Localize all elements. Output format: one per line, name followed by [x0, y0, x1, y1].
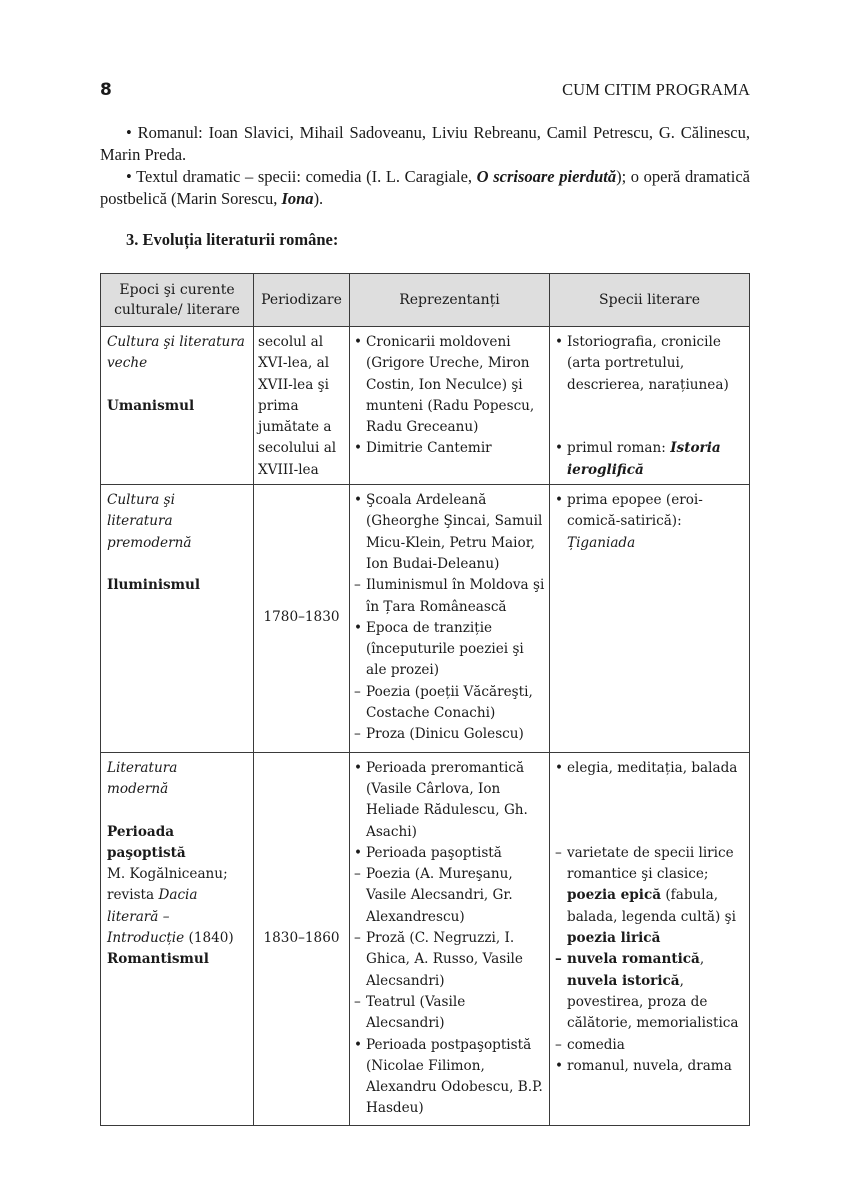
list-item — [354, 618, 547, 682]
epoch-cell — [101, 752, 254, 1125]
list-item-text: Istoriografia, cronicile (arta portretului, descrierea, narațiunea) — [567, 334, 729, 393]
dash-marker: – — [354, 930, 361, 947]
period-cell: secolul al XVI-lea, al XVII-lea şi prima jumătate a secolului al XVIII-lea — [254, 327, 350, 485]
bullet-marker: • — [555, 440, 564, 457]
journal-title: Dacia literară – Introducție — [107, 887, 198, 947]
list-item-text: Cronicarii moldoveni (Grigore Ureche, Miron Costin, Ion Neculce) şi munteni (Radu Popescu, Radu Greceanu) — [366, 334, 535, 436]
emphasis-text: poezia lirică — [567, 930, 661, 947]
list-item-text: Perioada postpaşoptistă (Nicolae Filimon, Alexandru Odobescu, B.P. Hasdeu) — [366, 1036, 543, 1117]
list-item — [354, 724, 547, 745]
list-item — [354, 758, 547, 843]
list-item — [555, 758, 745, 779]
species-cell — [550, 485, 750, 753]
bullet-marker: • — [354, 492, 363, 509]
column-header: Specii literare — [550, 274, 750, 327]
species-cell — [550, 327, 750, 485]
bullet-marker: • — [354, 334, 363, 350]
epoch-name: Cultura şi literatura veche — [107, 334, 245, 372]
paragraph-text: ). — [313, 189, 324, 208]
bullet-marker: • — [354, 844, 363, 861]
list-item — [555, 490, 745, 554]
bullet-marker: • — [354, 759, 363, 776]
bullet-marker: • — [354, 440, 363, 457]
dash-marker: – — [555, 951, 562, 968]
epoch-cell — [101, 327, 254, 485]
list-item — [555, 1056, 745, 1077]
list-item-text: , — [699, 951, 705, 968]
list-item-text: Iluminismul în Moldova şi în Țara Românească — [366, 577, 545, 615]
epoch-name: Cultura şi literatura premodernă — [107, 492, 192, 551]
representatives-cell — [350, 327, 550, 485]
list-item-text: romanul, nuvela, drama — [567, 1057, 732, 1074]
list-item — [354, 992, 547, 1035]
list-item-text: Şcoala Ardeleană (Gheorghe Şincai, Samuil Micu-Klein, Petru Maior, Ion Budai-Deleanu) — [366, 492, 543, 572]
list-item-text: elegia, meditația, balada — [567, 759, 738, 776]
list-item-text: Dimitrie Cantemir — [366, 440, 492, 457]
table-row — [101, 327, 750, 485]
epoch-name: Literatura modernă — [107, 759, 178, 797]
list-item-text: prima epopee (eroi-comică-satirică): — [567, 492, 703, 530]
list-item — [555, 332, 745, 396]
list-item-text: Proza (Dinicu Golescu) — [366, 726, 524, 743]
dash-marker: – — [354, 683, 361, 700]
list-item-text: Teatrul (Vasile Alecsandri) — [366, 993, 466, 1032]
bullet-marker: • — [354, 1036, 363, 1053]
work-title: Istoria ieroglifică — [567, 440, 721, 478]
species-cell — [550, 752, 750, 1125]
literary-current: Umanismul — [107, 397, 195, 414]
list-item — [555, 1035, 745, 1056]
work-title: Iona — [281, 189, 314, 208]
list-item — [354, 1035, 547, 1120]
emphasis-text: nuvela istorică — [567, 972, 680, 989]
bullet-marker: • — [354, 619, 363, 636]
list-item — [354, 332, 547, 438]
period-cell: 1830–1860 — [254, 752, 350, 1125]
paragraph-text: • Textul dramatic – specii: comedia (I. L. Caragiale, — [126, 167, 477, 186]
paragraph-drama — [100, 166, 750, 210]
list-item — [354, 682, 547, 725]
list-item-text: , povestirea, proza de călătorie, memorialistica — [567, 972, 739, 1032]
dash-marker: – — [354, 866, 361, 883]
note-text: (1840) — [184, 930, 234, 947]
list-item — [555, 949, 745, 1034]
work-title: O scrisoare pierdută — [476, 167, 617, 186]
list-item — [555, 843, 745, 949]
list-item-text: Epoca de tranziție (începuturile poeziei şi ale prozei) — [366, 619, 524, 679]
paragraph-text: ); o operă dramatică postbelică (Marin Sorescu, — [100, 167, 750, 208]
dash-marker: – — [555, 1036, 562, 1053]
epoch-note — [107, 864, 249, 949]
column-header: Reprezentanți — [350, 274, 550, 327]
paragraph-text: • Romanul: Ioan Slavici, Mihail Sadoveanu, Liviu Rebreanu, Camil Petrescu, G. Călinescu, Marin Preda. — [100, 123, 750, 164]
list-item-text: primul roman: — [567, 440, 671, 457]
dash-marker: – — [354, 726, 361, 743]
dash-marker: – — [354, 577, 361, 594]
paragraph-novel — [100, 122, 750, 166]
bullet-marker: • — [555, 334, 564, 350]
list-item — [354, 438, 547, 459]
literary-current: Romantismul — [107, 951, 209, 968]
list-item — [354, 575, 547, 618]
period-cell: 1780–1830 — [254, 485, 350, 753]
literary-current: Perioada paşoptistă — [107, 823, 186, 861]
list-item — [354, 490, 547, 575]
emphasis-text: poezia epică — [567, 887, 662, 904]
list-item-text: (fabula, balada, legenda cultă) şi — [567, 887, 736, 925]
dash-marker: – — [354, 993, 361, 1010]
list-item-text: Poezia (poeții Văcăreşti, Costache Conachi) — [366, 683, 533, 722]
list-item — [354, 843, 547, 864]
page-number: 8 — [100, 80, 112, 100]
list-item-text: Perioada paşoptistă — [366, 844, 502, 861]
table-row — [101, 485, 750, 753]
list-item-text: Proză (C. Negruzzi, I. Ghica, A. Russo, Vasile Alecsandri) — [366, 930, 523, 989]
representatives-cell — [350, 752, 550, 1125]
bullet-marker: • — [555, 1057, 564, 1074]
literary-current: Iluminismul — [107, 577, 201, 594]
page-header — [100, 80, 750, 102]
list-item-text: Perioada preromantică (Vasile Cârlova, Ion Heliade Rădulescu, Gh. Asachi) — [366, 759, 528, 840]
bullet-marker: • — [555, 492, 564, 509]
table-row — [101, 752, 750, 1125]
column-header: Periodizare — [254, 274, 350, 327]
section-title: 3. Evoluția literaturii române: — [126, 230, 339, 249]
epoch-cell — [101, 485, 254, 753]
list-item-text: varietate de specii lirice romantice şi clasice; — [567, 844, 734, 883]
literature-evolution-table — [100, 273, 750, 1126]
list-item — [354, 928, 547, 992]
emphasis-text: nuvela romantică — [567, 951, 700, 968]
list-item-text: comedia — [567, 1036, 625, 1053]
note-text: M. Kogălniceanu; revista — [107, 866, 228, 904]
running-title: CUM CITIM PROGRAMA — [562, 80, 750, 99]
work-title: Țiganiada — [567, 534, 636, 551]
list-item — [555, 438, 745, 481]
bullet-marker: • — [555, 759, 564, 776]
dash-marker: – — [555, 844, 562, 861]
column-header: Epoci şi curente culturale/ literare — [101, 274, 254, 327]
table-header-row — [101, 274, 750, 327]
representatives-cell — [350, 485, 550, 753]
list-item — [354, 864, 547, 928]
list-item-text: Poezia (A. Mureşanu, Vasile Alecsandri, Gr. Alexandrescu) — [366, 866, 513, 925]
